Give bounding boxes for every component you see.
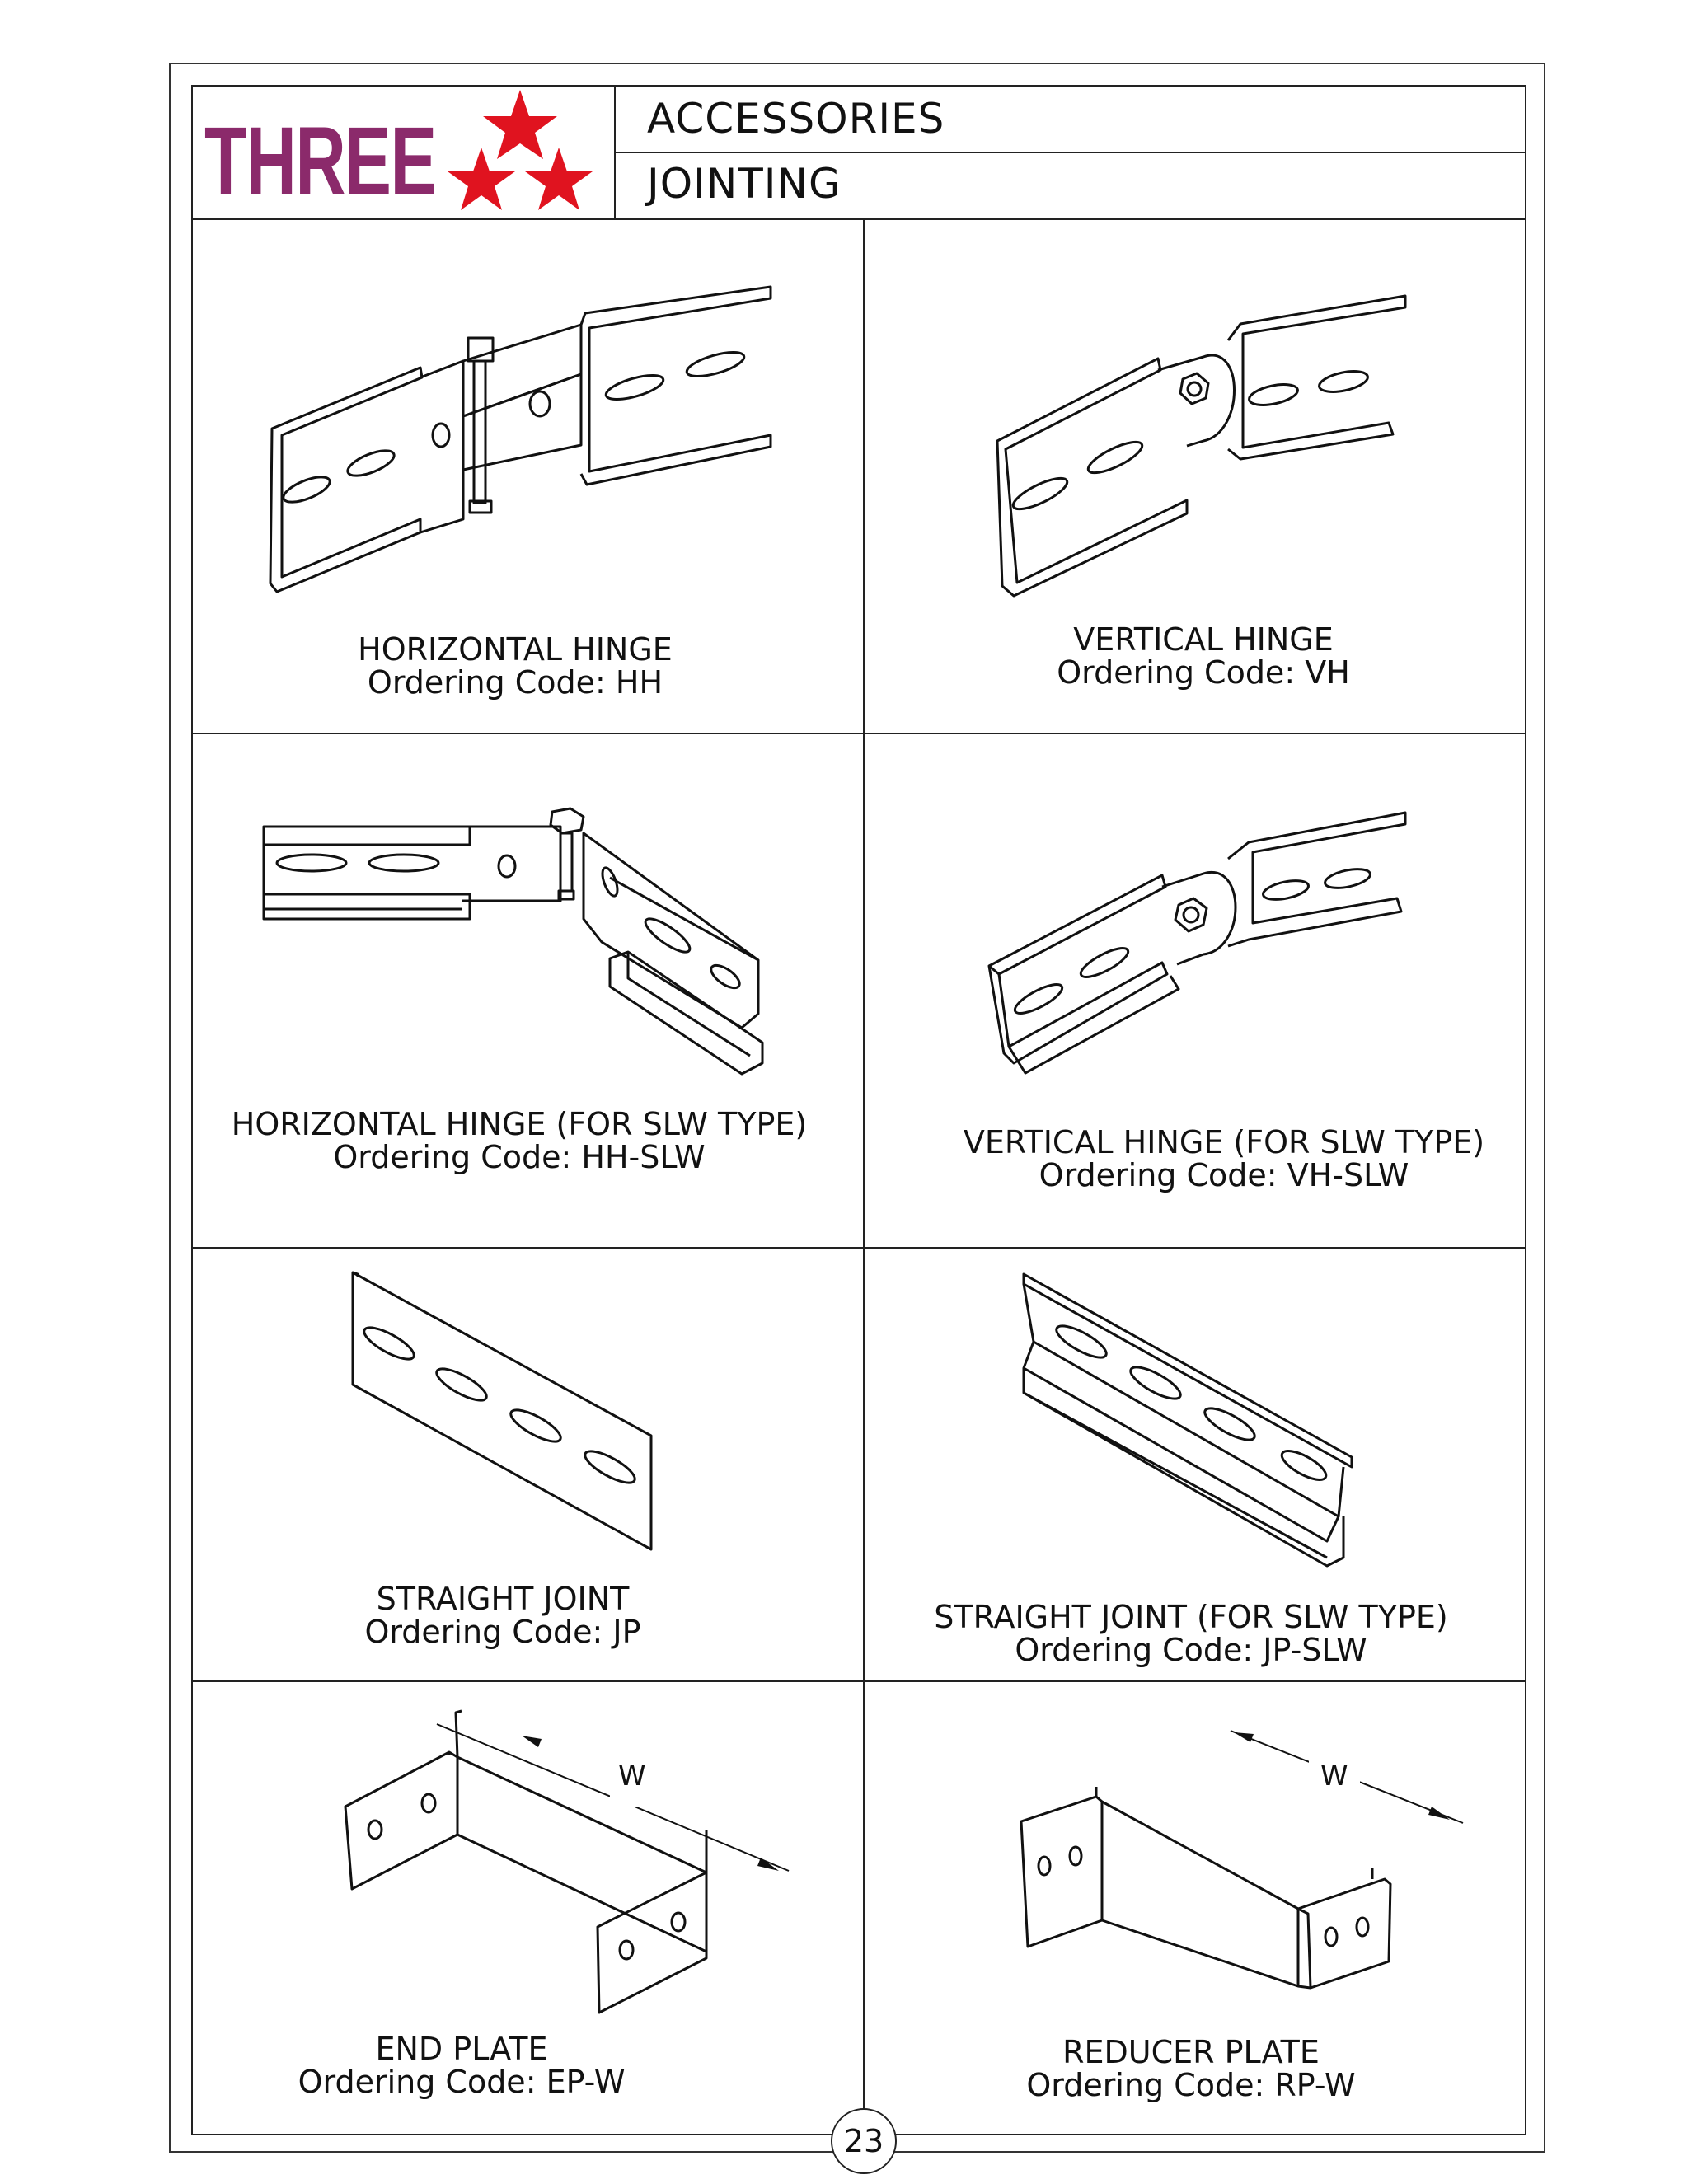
item-ordering-code: Ordering Code: EP-W [298, 2064, 626, 2100]
item-ordering-code: Ordering Code: VH-SLW [1039, 1157, 1409, 1193]
header-bottom-rule [191, 218, 1526, 220]
horizontal-hinge-drawing [247, 272, 791, 602]
item-ordering-code: Ordering Code: HH [367, 664, 663, 701]
end-plate-drawing [334, 1706, 812, 2019]
grid-row-divider-3 [191, 1680, 1526, 1682]
dimension-arrowhead [522, 1736, 542, 1747]
item-name: REDUCER PLATE [1062, 2034, 1320, 2070]
item-caption-hh-slw [214, 1108, 824, 1174]
grid-center-divider [863, 218, 865, 2135]
item-name: VERTICAL HINGE (FOR SLW TYPE) [963, 1124, 1485, 1160]
item-caption-hh [272, 633, 758, 699]
page-number: 23 [831, 2108, 897, 2174]
star-icon [525, 148, 593, 210]
item-caption-vh [964, 623, 1442, 689]
horizontal-hinge-slw-drawing [256, 804, 775, 1084]
vertical-hinge-drawing [981, 284, 1426, 606]
dimension-arrowhead [1428, 1807, 1450, 1820]
star-icon [483, 90, 557, 159]
header-row-divider [614, 152, 1526, 153]
item-caption-ep-w [247, 2032, 676, 2098]
grid-row-divider-2 [191, 1247, 1526, 1249]
logo-text: THREE [204, 107, 436, 216]
straight-joint-slw-drawing [1014, 1269, 1360, 1582]
item-name: VERTICAL HINGE [1073, 621, 1334, 658]
item-ordering-code: Ordering Code: JP [364, 1614, 641, 1650]
grid-row-divider-1 [191, 733, 1526, 734]
subcategory-title: JOINTING [647, 160, 842, 208]
dimension-arrowhead [1234, 1732, 1254, 1742]
item-ordering-code: Ordering Code: HH-SLW [333, 1139, 706, 1175]
item-ordering-code: Ordering Code: JP-SLW [1015, 1632, 1367, 1668]
item-name: HORIZONTAL HINGE (FOR SLW TYPE) [231, 1106, 808, 1142]
item-caption-jp [272, 1582, 734, 1648]
star-icon [448, 148, 515, 210]
item-ordering-code: Ordering Code: RP-W [1026, 2067, 1356, 2103]
straight-joint-drawing [338, 1269, 668, 1558]
item-name: HORIZONTAL HINGE [358, 631, 673, 668]
item-name: END PLATE [375, 2031, 548, 2067]
item-caption-rp-w [973, 2036, 1409, 2102]
item-name: STRAIGHT JOINT (FOR SLW TYPE) [934, 1599, 1448, 1635]
dimension-label-w: W [1320, 1760, 1348, 1793]
item-ordering-code: Ordering Code: VH [1057, 654, 1350, 691]
dimension-label-w: W [618, 1760, 646, 1793]
dimension-arrowhead [757, 1858, 779, 1871]
three-stars-icon [442, 88, 615, 212]
company-logo [195, 88, 613, 218]
vertical-hinge-slw-drawing [981, 808, 1426, 1088]
item-caption-jp-slw [907, 1601, 1475, 1666]
item-name: STRAIGHT JOINT [376, 1581, 630, 1617]
category-title: ACCESSORIES [647, 95, 945, 143]
reducer-plate-drawing [1010, 1722, 1471, 2019]
item-caption-vh-slw [940, 1126, 1508, 1192]
